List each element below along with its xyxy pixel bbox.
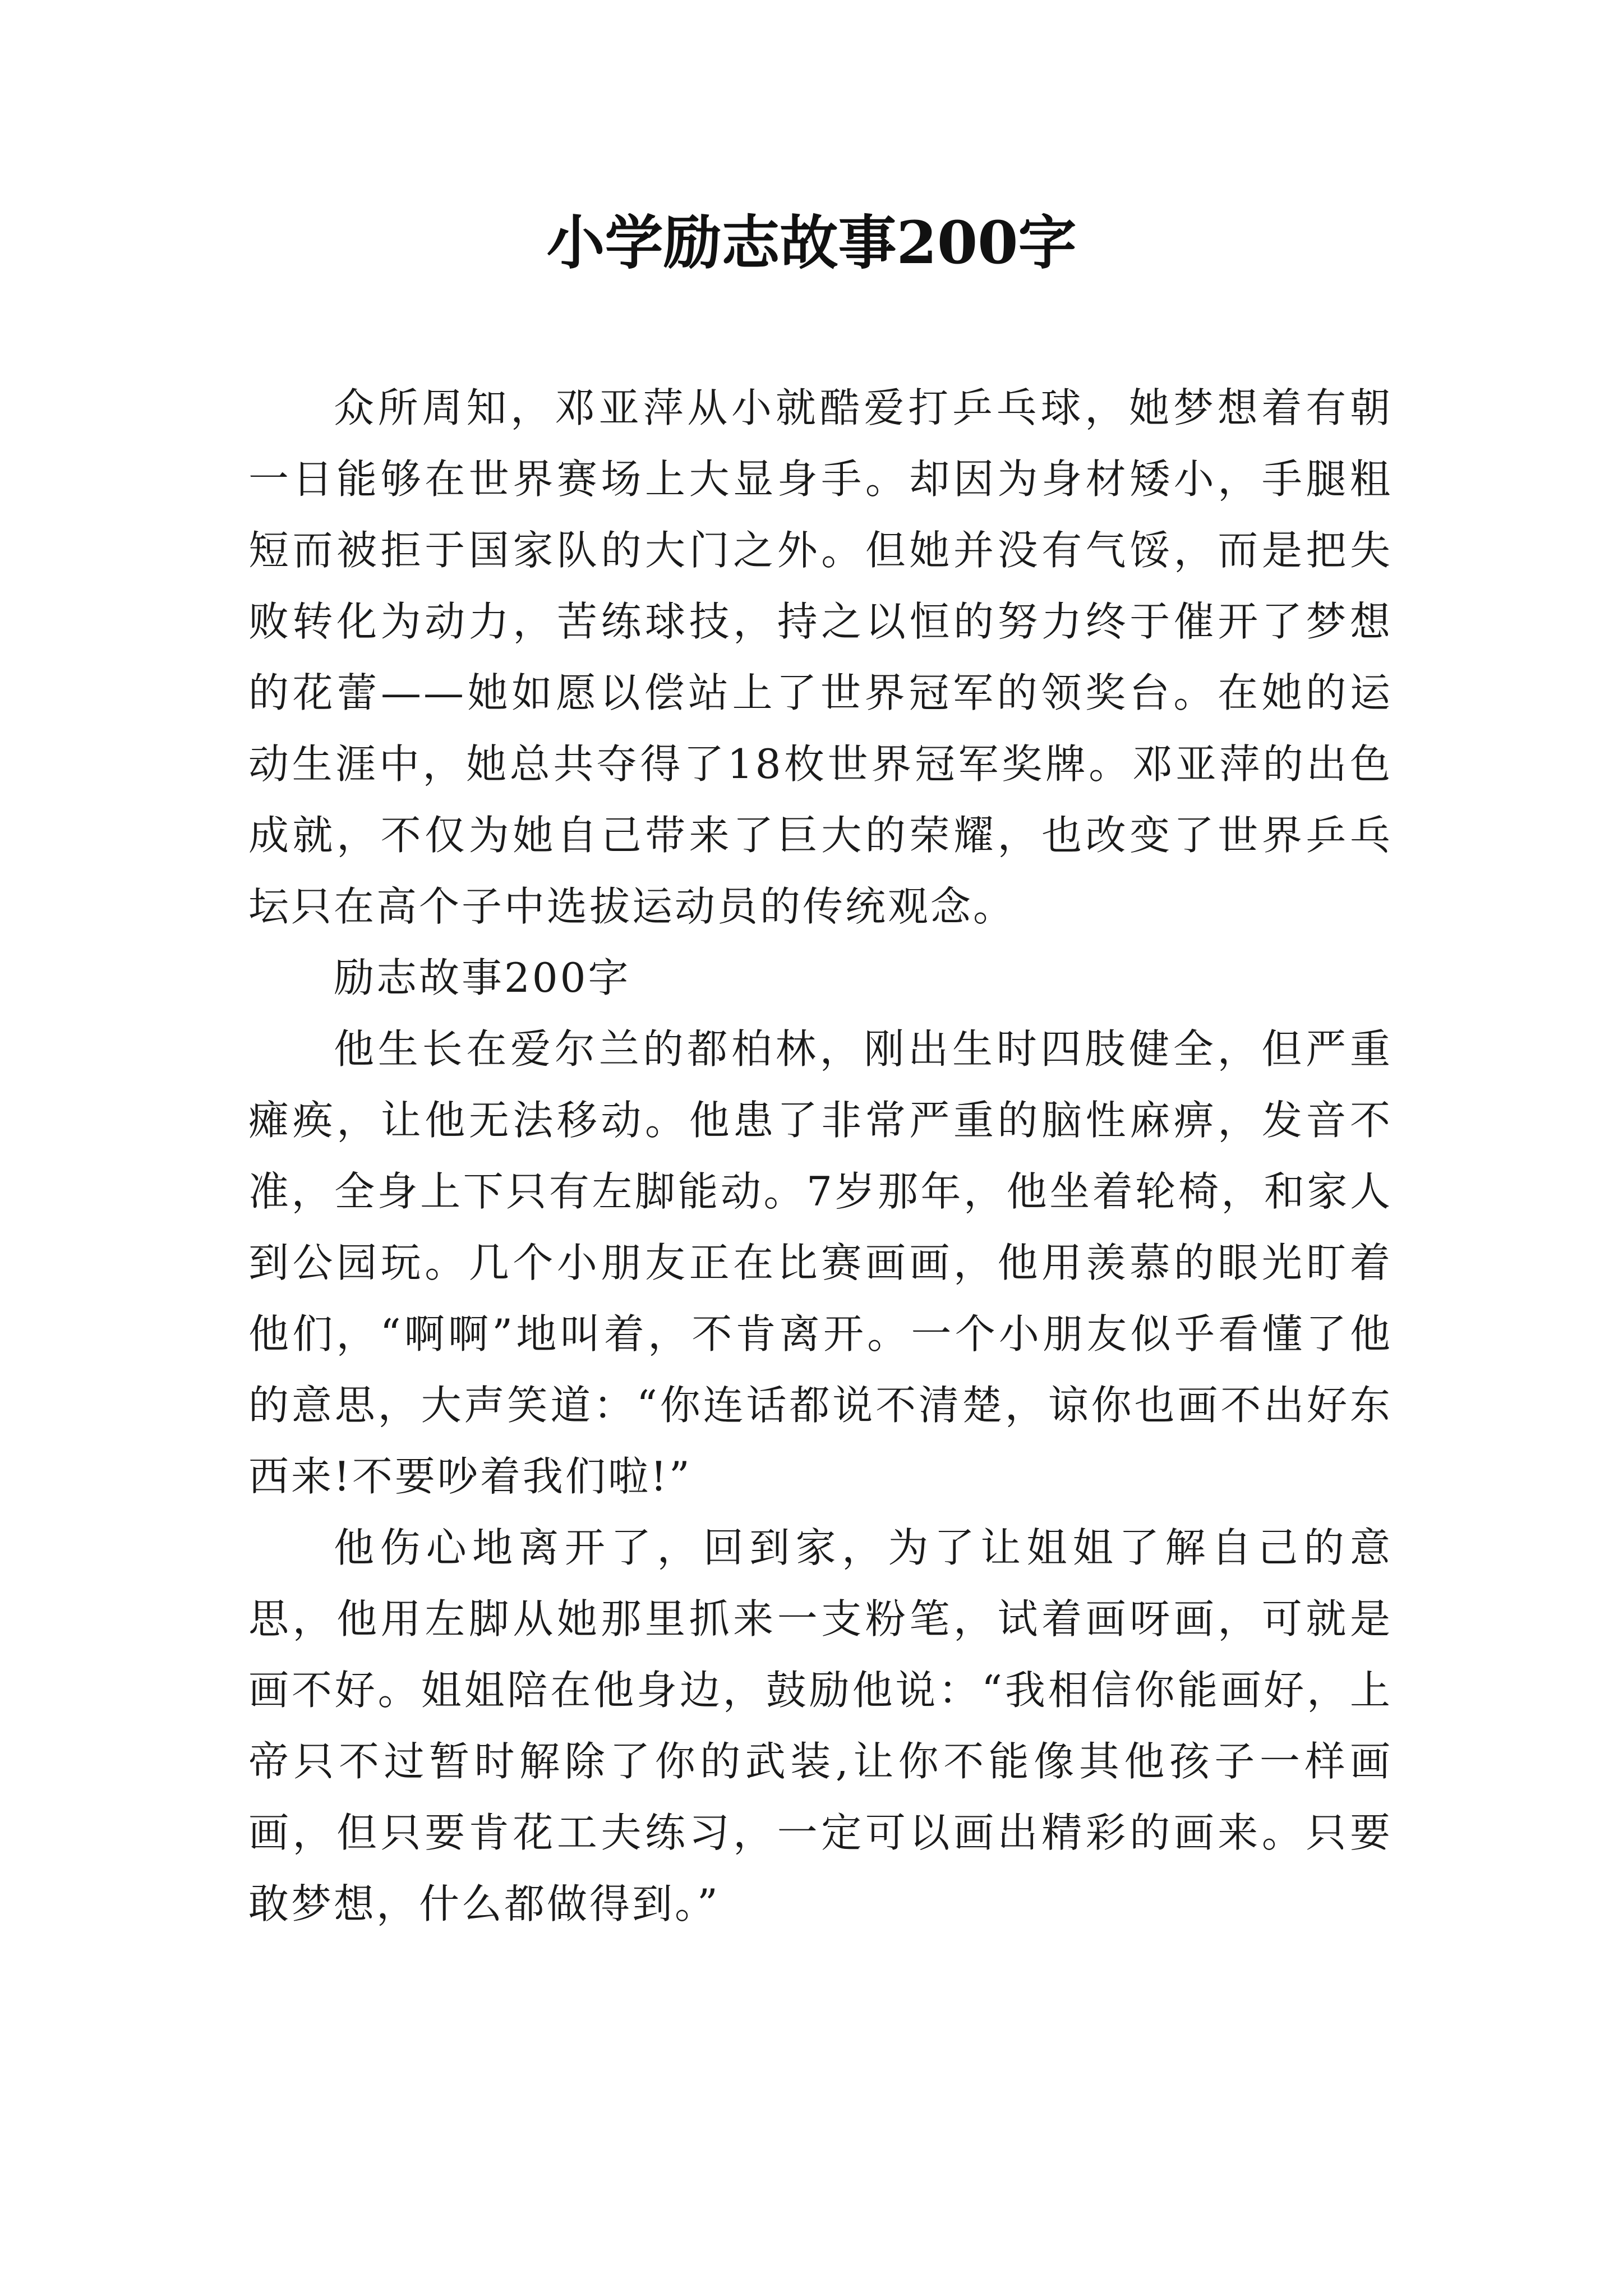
paragraph-dublin-boy: 他生长在爱尔兰的都柏林，刚出生时四肢健全，但严重瘫痪，让他无法移动。他患了非常严重的脑性麻痹，发音不准，全身上下只有左脚能动。7岁那年，他坐着轮椅，和家人到公园玩。几个小朋友正在比赛画画，他用羡慕的眼光盯着他们，“啊啊”地叫着，不肯离开。一个小朋友似乎看懂了他的意思，大声笑道：“你连话都说不清楚，谅你也画不出好东西来!不要吵着我们啦!” [248, 1025, 1393, 1500]
document-title: 小学励志故事200字 [546, 208, 1077, 277]
paragraph-subheading: 励志故事200字 [334, 954, 631, 1001]
document-body [248, 372, 1393, 1940]
paragraph-deng-yaping: 众所周知，邓亚萍从小就酷爱打乒乓球，她梦想着有朝一日能够在世界赛场上大显身手。却因为身材矮小，手腿粗短而被拒于国家队的大门之外。但她并没有气馁，而是把失败转化为动力，苦练球技，持之以恒的努力终于催开了梦想的花蕾——她如愿以偿站上了世界冠军的领奖台。在她的运动生涯中，她总共夺得了18枚世界冠军奖牌。邓亚萍的出色成就，不仅为她自己带来了巨大的荣耀，也改变了世界乒乓坛只在高个子中选拔运动员的传统观念。 [248, 384, 1393, 930]
paragraph-sister-encouragement: 他伤心地离开了，回到家，为了让姐姐了解自己的意思，他用左脚从她那里抓来一支粉笔，试着画呀画，可就是画不好。姐姐陪在他身边，鼓励他说：“我相信你能画好，上帝只不过暂时解除了你的武装,让你不能像其他孩子一样画画，但只要肯花工夫练习，一定可以画出精彩的画来。只要敢梦想，什么都做得到。” [248, 1524, 1393, 1927]
